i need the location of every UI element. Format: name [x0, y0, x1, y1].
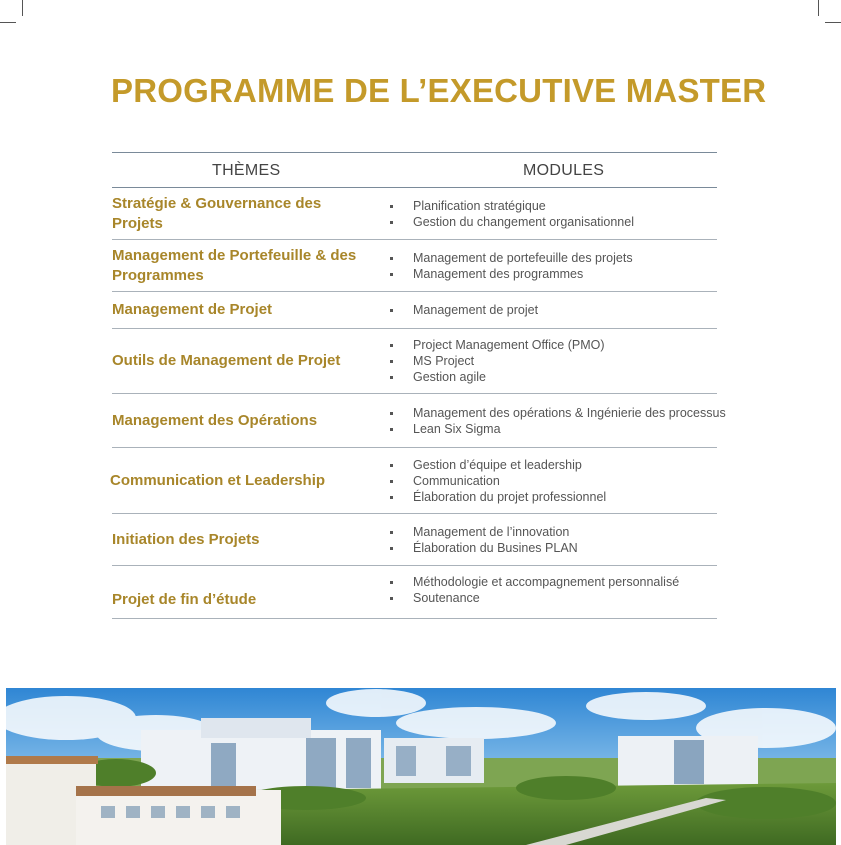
module-item: Project Management Office (PMO): [388, 337, 605, 353]
module-item: Management de l’innovation: [388, 524, 578, 540]
module-list: [388, 524, 578, 556]
module-list: [388, 337, 605, 385]
crop-mark-top-left-h: [0, 22, 16, 23]
module-item: Management de projet: [388, 302, 538, 318]
table-row: [112, 188, 717, 240]
theme-label: Outils de Management de Projet: [112, 352, 341, 369]
module-item: Méthodologie et accompagnement personnalisé: [388, 574, 679, 590]
column-header-themes: THÈMES: [212, 162, 281, 179]
table-row: [112, 448, 717, 514]
module-item: Planification stratégique: [388, 198, 634, 214]
theme-label: Projet de fin d’étude: [112, 591, 257, 608]
module-list: [388, 198, 634, 230]
module-item: Gestion du changement organisationnel: [388, 214, 634, 230]
module-item: Gestion d’équipe et leadership: [388, 457, 606, 473]
module-item: Élaboration du Busines PLAN: [388, 540, 578, 556]
crop-mark-top-right-h: [825, 22, 841, 23]
module-item: MS Project: [388, 353, 605, 369]
table-row: [112, 240, 717, 292]
module-item: Lean Six Sigma: [388, 421, 726, 437]
campus-illustration: [6, 688, 836, 845]
table-row: [112, 329, 717, 394]
module-item: Management des opérations & Ingénierie des processus: [388, 405, 726, 421]
theme-label: Communication et Leadership: [110, 471, 326, 489]
crop-mark-top-right-v: [818, 0, 819, 16]
module-list: [388, 574, 679, 606]
module-item: Gestion agile: [388, 369, 605, 385]
module-item: Management de portefeuille des projets: [388, 250, 633, 266]
theme-label: Initiation des Projets: [112, 530, 260, 548]
module-list: [388, 302, 538, 318]
module-item: Communication: [388, 473, 606, 489]
module-list: [388, 405, 726, 437]
module-list: [388, 457, 606, 505]
theme-label: Management de Projet: [112, 301, 273, 318]
theme-label: Management de Portefeuille & des Programmes: [112, 246, 357, 284]
table-row: [112, 514, 717, 566]
theme-label: Stratégie & Gouvernance des Projets: [112, 194, 322, 232]
table-row: [112, 566, 717, 619]
crop-mark-top-left-v: [22, 0, 23, 16]
module-list: [388, 250, 633, 282]
table-header-row: [112, 153, 717, 188]
column-header-modules: MODULES: [523, 162, 605, 179]
table-row: [112, 292, 717, 329]
program-table: [110, 152, 726, 619]
theme-label: Management des Opérations: [112, 411, 318, 429]
table-row: [112, 394, 726, 448]
module-item: Soutenance: [388, 590, 679, 606]
page-title: PROGRAMME DE L’EXECUTIVE MASTER: [111, 72, 767, 109]
module-item: Élaboration du projet professionnel: [388, 489, 606, 505]
module-item: Management des programmes: [388, 266, 633, 282]
campus-photo: [6, 688, 836, 845]
